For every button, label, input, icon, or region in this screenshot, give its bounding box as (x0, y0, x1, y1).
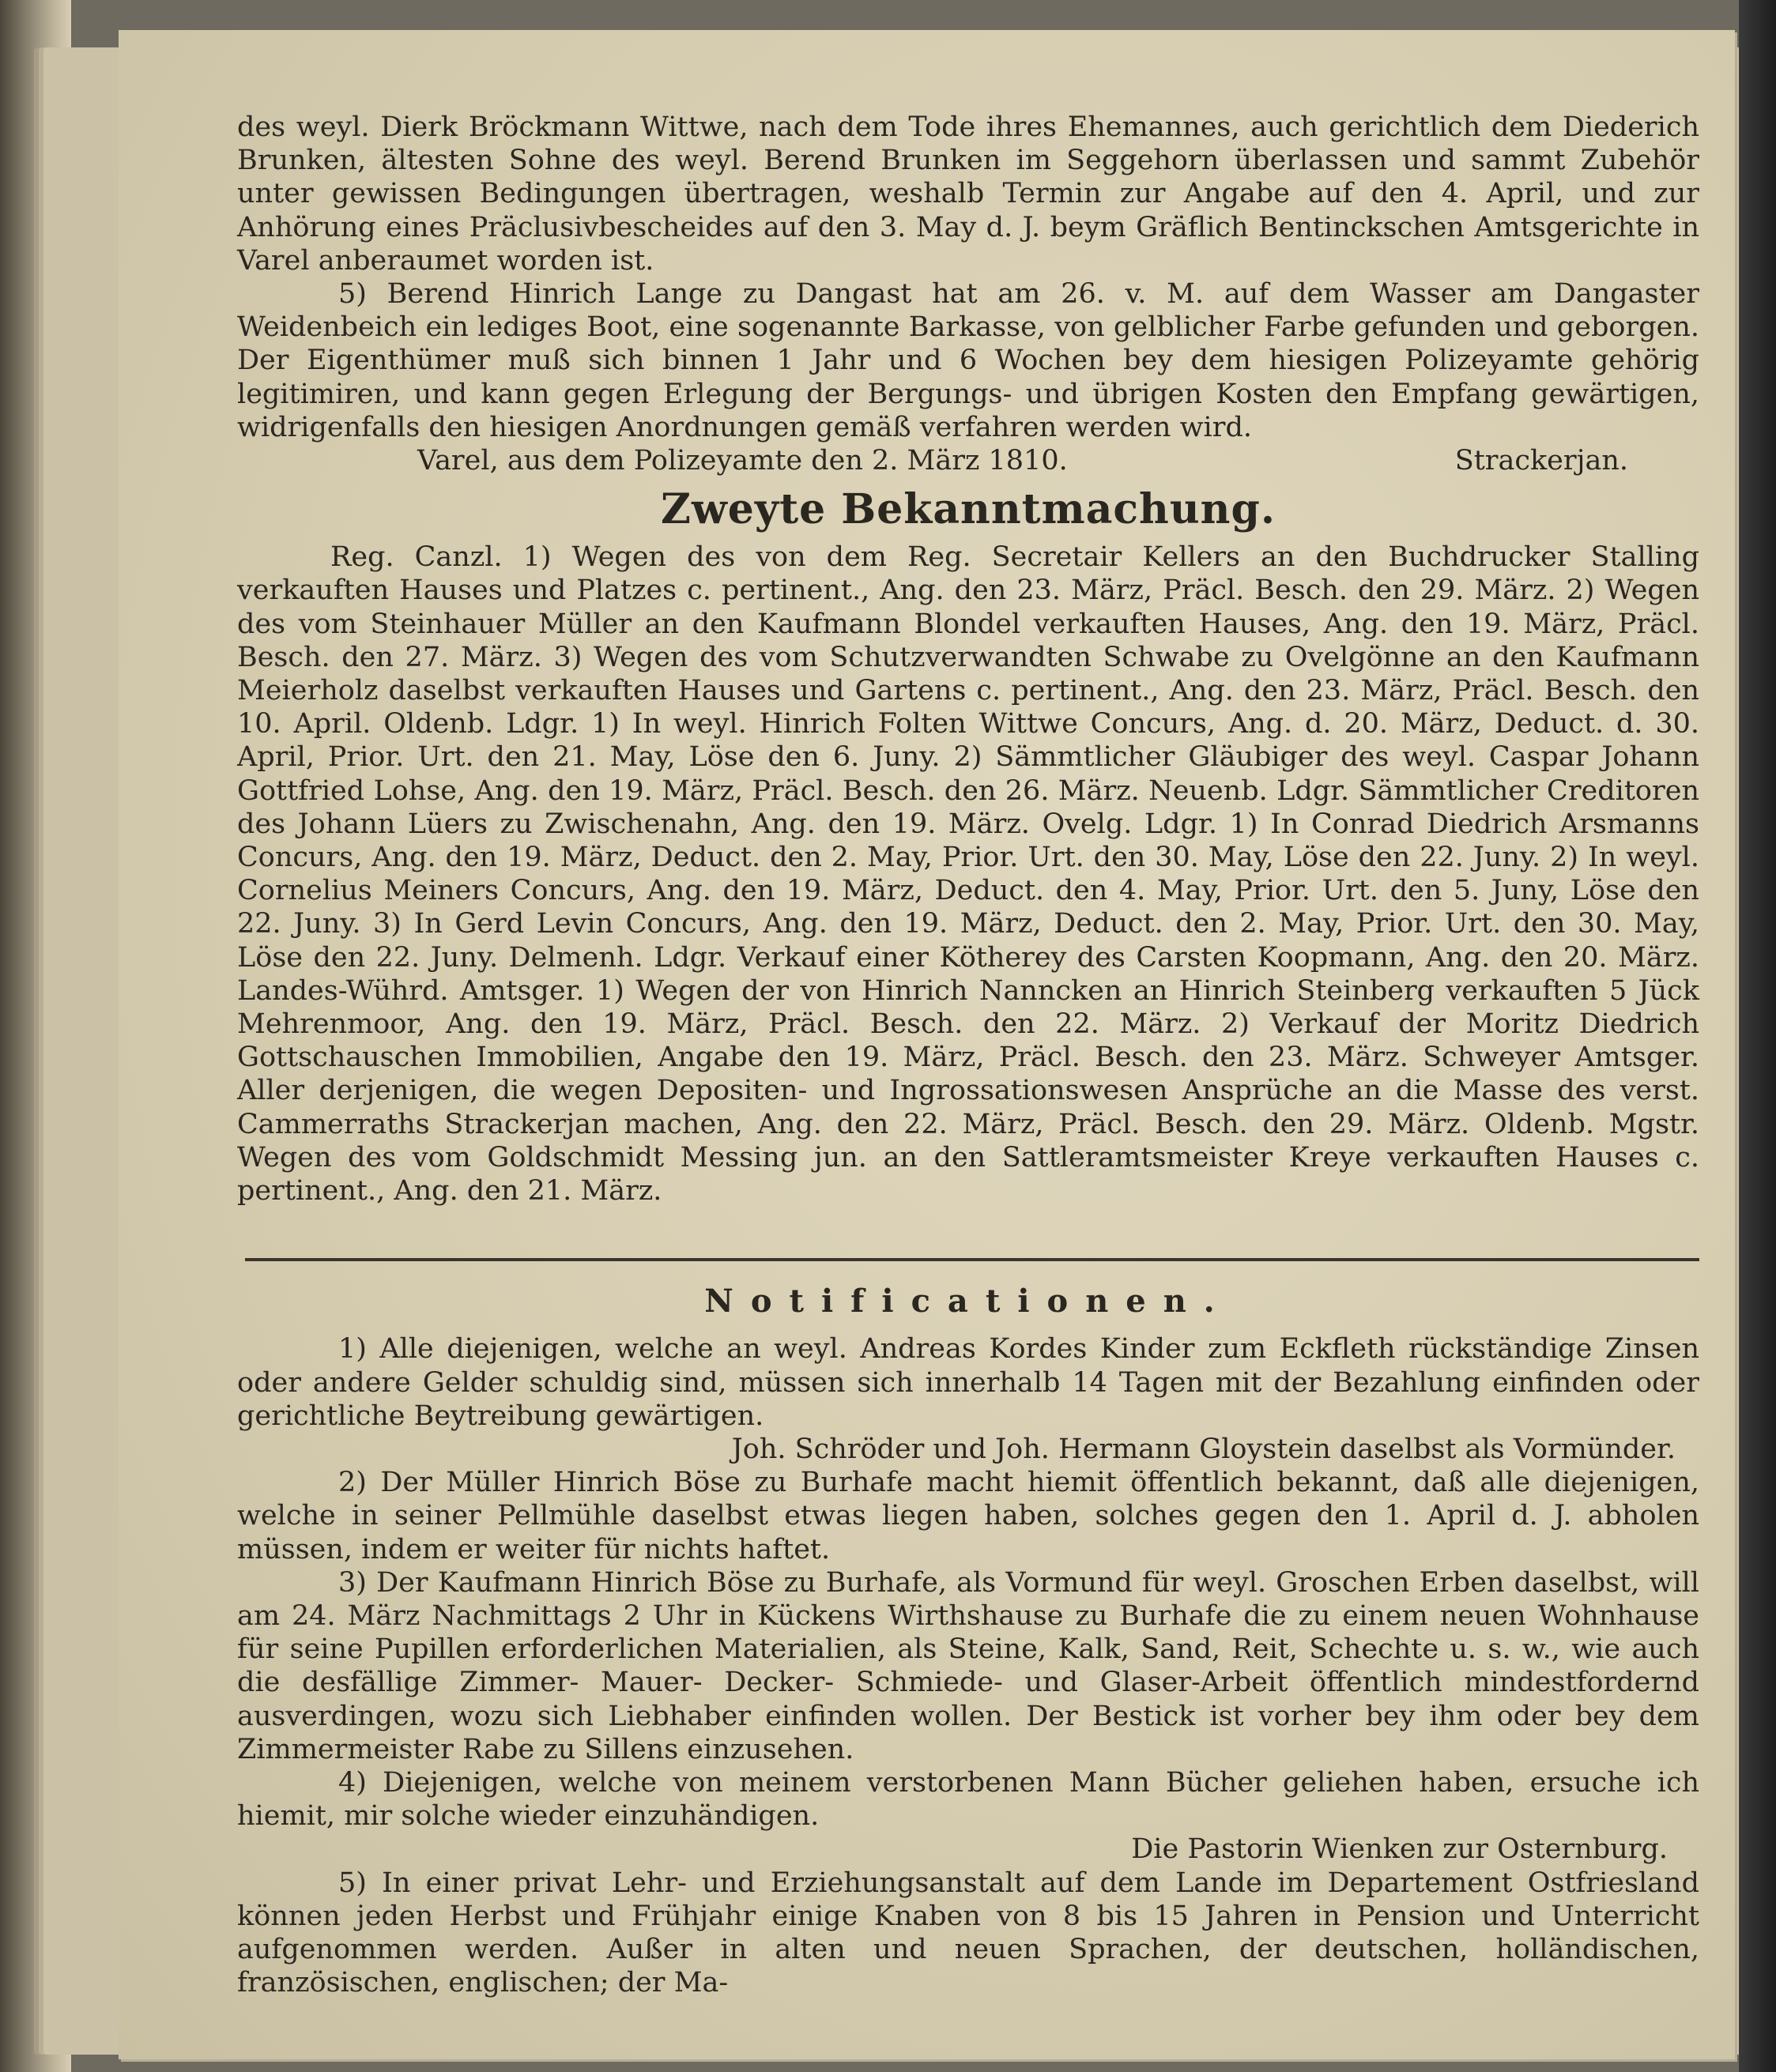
notification-1-signature-row (237, 1433, 1699, 1466)
notification-5: 5) In einer privat Lehr- und Erziehungsanstalt auf dem Lande im Departement Ostfriesland können jeden Herbst und Frühjahr einige Knaben von 8 bis 15 Jahren in Pension und Unterricht aufgenommen werden. Außer in alten und neuen Sprachen, der deutschen, holländischen, französischen, englischen; der Ma- (237, 1867, 1699, 1999)
page-content (237, 111, 1699, 1999)
notification-2: 2) Der Müller Hinrich Böse zu Burhafe macht hiemit öffentlich bekannt, daß alle diejenigen, welche in seiner Pellmühle daselbst etwas liegen haben, solches gegen den 1. April d. J. abholen müssen, indem er weiter für nichts haftet. (237, 1467, 1699, 1565)
court-announcements: Reg. Canzl. 1) Wegen des von dem Reg. Secretair Kellers an den Buchdrucker Stalling verkauften Hauses und Platzes c. pertinent., Ang. den 23. März, Präcl. Besch. den 29. März. 2) Wegen des vom Steinhauer Müller an den Kaufmann Blondel verkauften Hauses, Ang. den 19. März, Präcl. Besch. den 27. März. 3) Wegen des vom Schutzverwandten Schwabe zu Ovelgönne an den Kaufmann Meierholz daselbst verkauften Hauses und Gartens c. pertinent., Ang. den 23. März, Präcl. Besch. den 10. April. Oldenb. Ldgr. 1) In weyl. Hinrich Folten Wittwe Concurs, Ang. d. 20. März, Deduct. d. 30. April, Prior. Urt. den 21. May, Löse den 6. Juny. 2) Sämmtlicher Gläubiger des weyl. Caspar Johann Gottfried Lohse, Ang. den 19. März, Präcl. Besch. den 26. März. Neuenb. Ldgr. Sämmtlicher Creditoren des Johann Lüers zu Zwischenahn, Ang. den 19. März. Ovelg. Ldgr. 1) In Conrad Diedrich Arsmanns Concurs, Ang. den 19. März, Deduct. den 2. May, Prior. Urt. den 30. May, Löse den 22. Juny. 2) In weyl. Cornelius Meiners Concurs, Ang. den 19. März, Deduct. den 4. May, Prior. Urt. den 5. Juny, Löse den 22. Juny. 3) In Gerd Levin Concurs, Ang. den 19. März, Deduct. den 2. May, Prior. Urt. den 30. May, Löse den 22. Juny. Delmenh. Ldgr. Verkauf einer Kötherey des Carsten Koopmann, Ang. den 20. März. Landes-Wührd. Amtsger. 1) Wegen der von Hinrich Nanncken an Hinrich Steinberg verkauften 5 Jück Mehrenmoor, Ang. den 19. März, Präcl. Besch. den 22. März. 2) Verkauf der Moritz Diedrich Gottschauschen Immobilien, Angabe den 19. März, Präcl. Besch. den 23. März. Schweyer Amtsger. Aller derjenigen, die wegen Depositen- und Ingrossationswesen Ansprüche an die Masse des verst. Cammerraths Strackerjan machen, Ang. den 22. März, Präcl. Besch. den 29. März. Oldenb. Mgstr. Wegen des vom Goldschmidt Messing jun. an den Sattleramtsmeister Kreye verkauften Hauses c. pertinent., Ang. den 21. März. (237, 541, 1699, 1207)
scan-background (1739, 0, 1776, 2072)
notification-4: 4) Diejenigen, welche von meinem verstorbenen Mann Bücher geliehen haben, ersuche ich hiemit, mir solche wieder einzuhändigen. (237, 1766, 1699, 1833)
notice-5: 5) Berend Hinrich Lange zu Dangast hat am 26. v. M. auf dem Wasser am Dangaster Weidenbeich ein lediges Boot, eine sogenannte Barkasse, von gelblicher Farbe gefunden und geborgen. Der Eigenthümer muß sich binnen 1 Jahr und 6 Wochen bey dem hiesigen Polizeyamte gehörig legitimiren, und kann gegen Erlegung der Bergungs- und übrigen Kosten den Empfang gewärtigen, widrigenfalls den hiesigen Anordnungen gemäß verfahren werden wird. (237, 278, 1699, 443)
signature: Strackerjan. (1454, 445, 1628, 477)
place-date: Varel, aus dem Polizeyamte den 2. März 1810. (417, 445, 1068, 477)
section-heading-zweyte-bekanntmachung: Zweyte Bekanntmachung. (661, 485, 1276, 534)
notification-3: 3) Der Kaufmann Hinrich Böse zu Burhafe, als Vormund für weyl. Groschen Erben daselbst, will am 24. März Nachmittags 2 Uhr in Kückens Wirthshause zu Burhafe die zu einem neuen Wohnhause für seine Pupillen erforderlichen Materialien, als Steine, Kalk, Sand, Reit, Schechte u. s. w., wie auch die desfällige Zimmer- Mauer- Decker- Schmiede- und Glaser-Arbeit öffentlich mindestfordernd ausverdingen, wozu sich Liebhaber einfinden wollen. Der Bestick ist vorher bey ihm oder bey dem Zimmermeister Rabe zu Sillens einzusehen. (237, 1566, 1699, 1765)
notification-1: 1) Alle diejenigen, welche an weyl. Andreas Kordes Kinder zum Eckfleth rückständige Zinsen oder andere Gelder schuldig sind, müssen sich innerhalb 14 Tagen mit der Bezahlung einfinden oder gerichtliche Beytreibung gewärtigen. (237, 1333, 1699, 1432)
notification-1-signature: Joh. Schröder und Joh. Hermann Gloystein daselbst als Vormünder. (731, 1433, 1676, 1465)
notice-signature-line (237, 444, 1699, 477)
section-heading-notificationen: Notificationen. (704, 1283, 1232, 1320)
notification-4-signature: Die Pastorin Wienken zur Osternburg. (1131, 1833, 1668, 1866)
section-divider (245, 1258, 1699, 1261)
continued-notice: des weyl. Dierk Bröckmann Wittwe, nach dem Tode ihres Ehemannes, auch gerichtlich dem Diederich Brunken, ältesten Sohne des weyl. Berend Brunken im Seggehorn überlassen und sammt Zubehör unter gewissen Bedingungen übertragen, weshalb Termin zur Angabe auf den 4. April, und zur Anhörung eines Präclusivbescheides auf den 3. May d. J. beym Gräflich Bentinckschen Amtsgerichte in Varel anberaumet worden ist. (237, 111, 1699, 277)
